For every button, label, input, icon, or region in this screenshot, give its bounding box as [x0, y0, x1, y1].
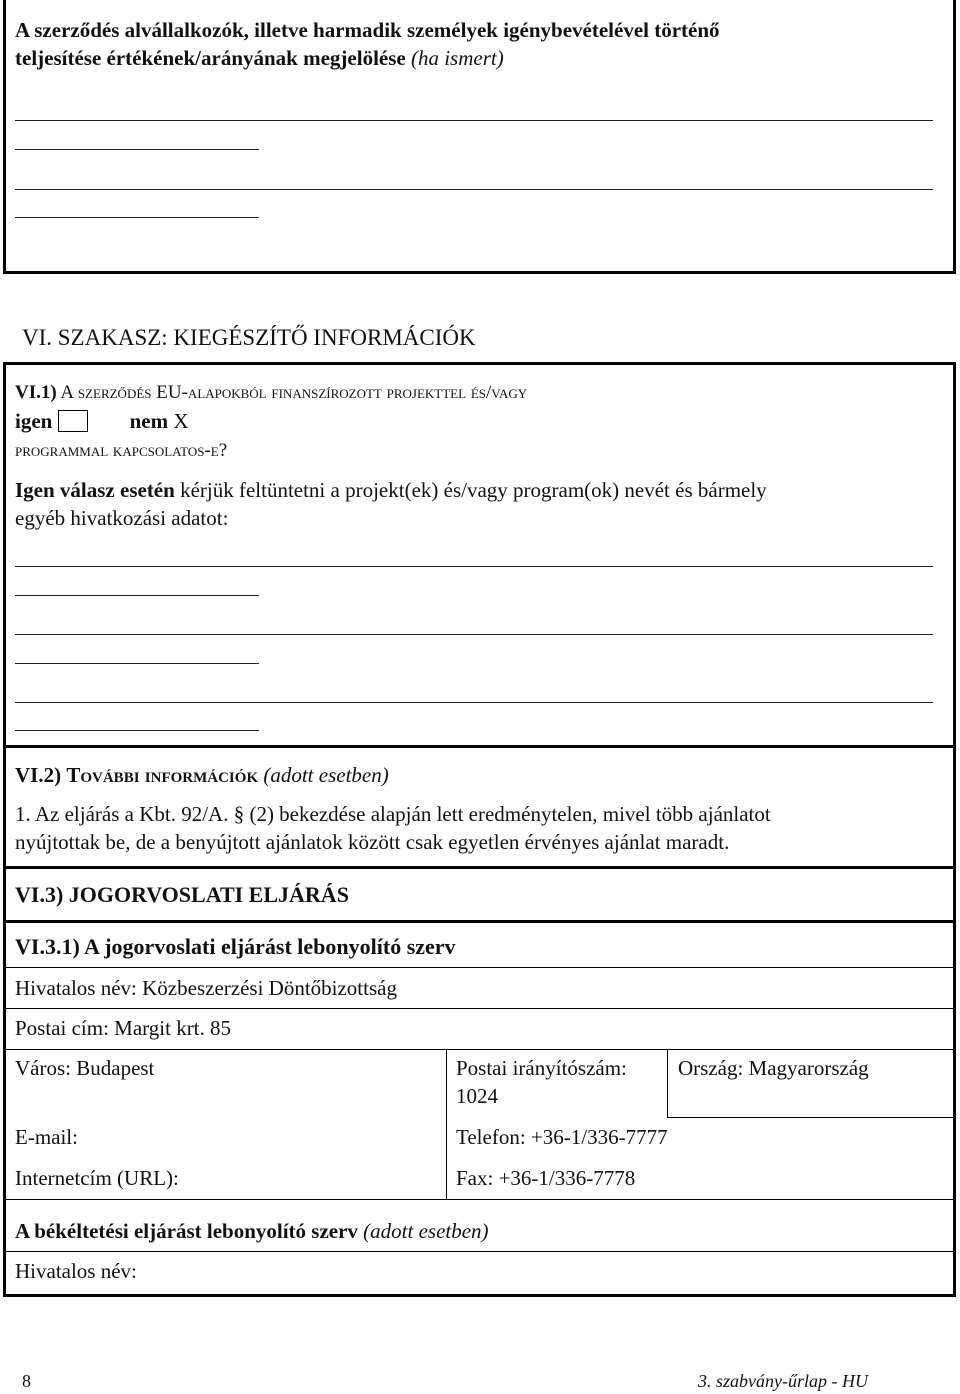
- fill-line: [15, 566, 933, 567]
- mediation-title-text: A békéltetési eljárást lebonyolító szerv: [15, 1219, 358, 1243]
- fill-line: [15, 120, 933, 121]
- vi1-instruction-line2: egyéb hivatkozási adatot:: [15, 506, 229, 530]
- form-name: 3. szabvány-űrlap - HU: [698, 1371, 868, 1391]
- city: Város: Budapest: [15, 1056, 155, 1080]
- page-number: 8: [22, 1371, 31, 1391]
- instruction-lead: Igen válasz esetén: [15, 478, 175, 502]
- fill-line: [15, 730, 259, 731]
- heading-line2-text: teljesítése értékének/arányának megjelölése: [15, 46, 406, 70]
- vi1-vi2-divider: [3, 745, 956, 748]
- email: E-mail:: [15, 1125, 78, 1149]
- section-vi-title: VI. SZAKASZ: KIEGÉSZÍTŐ INFORMÁCIÓK: [22, 325, 476, 350]
- fill-line: [15, 634, 933, 635]
- no-label: nem: [129, 409, 169, 433]
- mediation-title: [15, 1218, 489, 1244]
- mediation-title-suffix: (adott esetben): [363, 1219, 489, 1243]
- no-mark[interactable]: X: [173, 409, 189, 433]
- vi2-text-line1: 1. Az eljárás a Kbt. 92/A. § (2) bekezdése alapján lett eredménytelen, mivel több ajánlatot: [15, 802, 771, 826]
- fill-line: [15, 702, 933, 703]
- vi1-instruction-line1: [15, 477, 767, 503]
- subcontracting-heading-line2: [15, 45, 504, 71]
- phone: Telefon: +36-1/336-7777: [456, 1125, 668, 1149]
- postcode-value: 1024: [456, 1084, 498, 1108]
- yes-checkbox[interactable]: [58, 410, 88, 432]
- table-rule: [3, 1199, 956, 1200]
- fill-line: [15, 595, 259, 596]
- vi2-text-line2: nyújtottak be, de a benyújtott ajánlatok között csak egyetlen érvényes ajánlat maradt.: [15, 830, 730, 854]
- postcode-label: Postai irányítószám:: [456, 1056, 627, 1080]
- fill-line: [15, 663, 259, 664]
- official-name: Hivatalos név: Közbeszerzési Döntőbizottság: [15, 976, 397, 1000]
- fax: Fax: +36-1/336-7778: [456, 1166, 636, 1190]
- vi2-title: [15, 762, 389, 788]
- instruction-rest: kérjük feltüntetni a projekt(ek) és/vagy program(ok) nevét és bármely: [180, 478, 767, 502]
- table-rule: [667, 1117, 956, 1118]
- vi2-title-suffix: (adott esetben): [263, 763, 389, 787]
- fill-line: [15, 217, 259, 218]
- table-rule: [3, 1049, 956, 1050]
- vi1-number: VI.1): [15, 382, 57, 403]
- mediation-name: Hivatalos név:: [15, 1259, 137, 1283]
- vi2-number: VI.2): [15, 763, 62, 787]
- table-rule: [667, 1049, 668, 1117]
- yes-label: igen: [15, 409, 53, 433]
- vi31-title: VI.3.1) A jogorvoslati eljárást lebonyolító szerv: [15, 934, 456, 959]
- subcontracting-heading-line1: A szerződés alvállalkozók, illetve harmadik személyek igénybevételével történő: [15, 18, 720, 42]
- table-rule: [3, 1251, 956, 1252]
- vi1-question-text: A szerződés EU-alapokból finanszírozott projekttel és/vagy: [60, 382, 528, 403]
- vi1-question-line1: [15, 380, 527, 406]
- table-rule: [446, 1049, 447, 1199]
- fill-line: [15, 189, 933, 190]
- vi2-title-text: További információk: [66, 763, 259, 787]
- vi3-title: VI.3) JOGORVOSLATI ELJÁRÁS: [15, 882, 349, 907]
- vi3-divider: [3, 920, 956, 923]
- fill-line: [15, 149, 259, 150]
- postal-address: Postai cím: Margit krt. 85: [15, 1016, 232, 1040]
- country: Ország: Magyarország: [678, 1056, 869, 1080]
- heading-line2-suffix: (ha ismert): [410, 46, 504, 70]
- url: Internetcím (URL):: [15, 1166, 179, 1190]
- vi1-yes-no-row: [15, 408, 189, 434]
- table-rule: [3, 967, 956, 968]
- table-rule: [3, 1008, 956, 1009]
- vi1-question-line2: programmal kapcsolatos-e?: [15, 440, 228, 461]
